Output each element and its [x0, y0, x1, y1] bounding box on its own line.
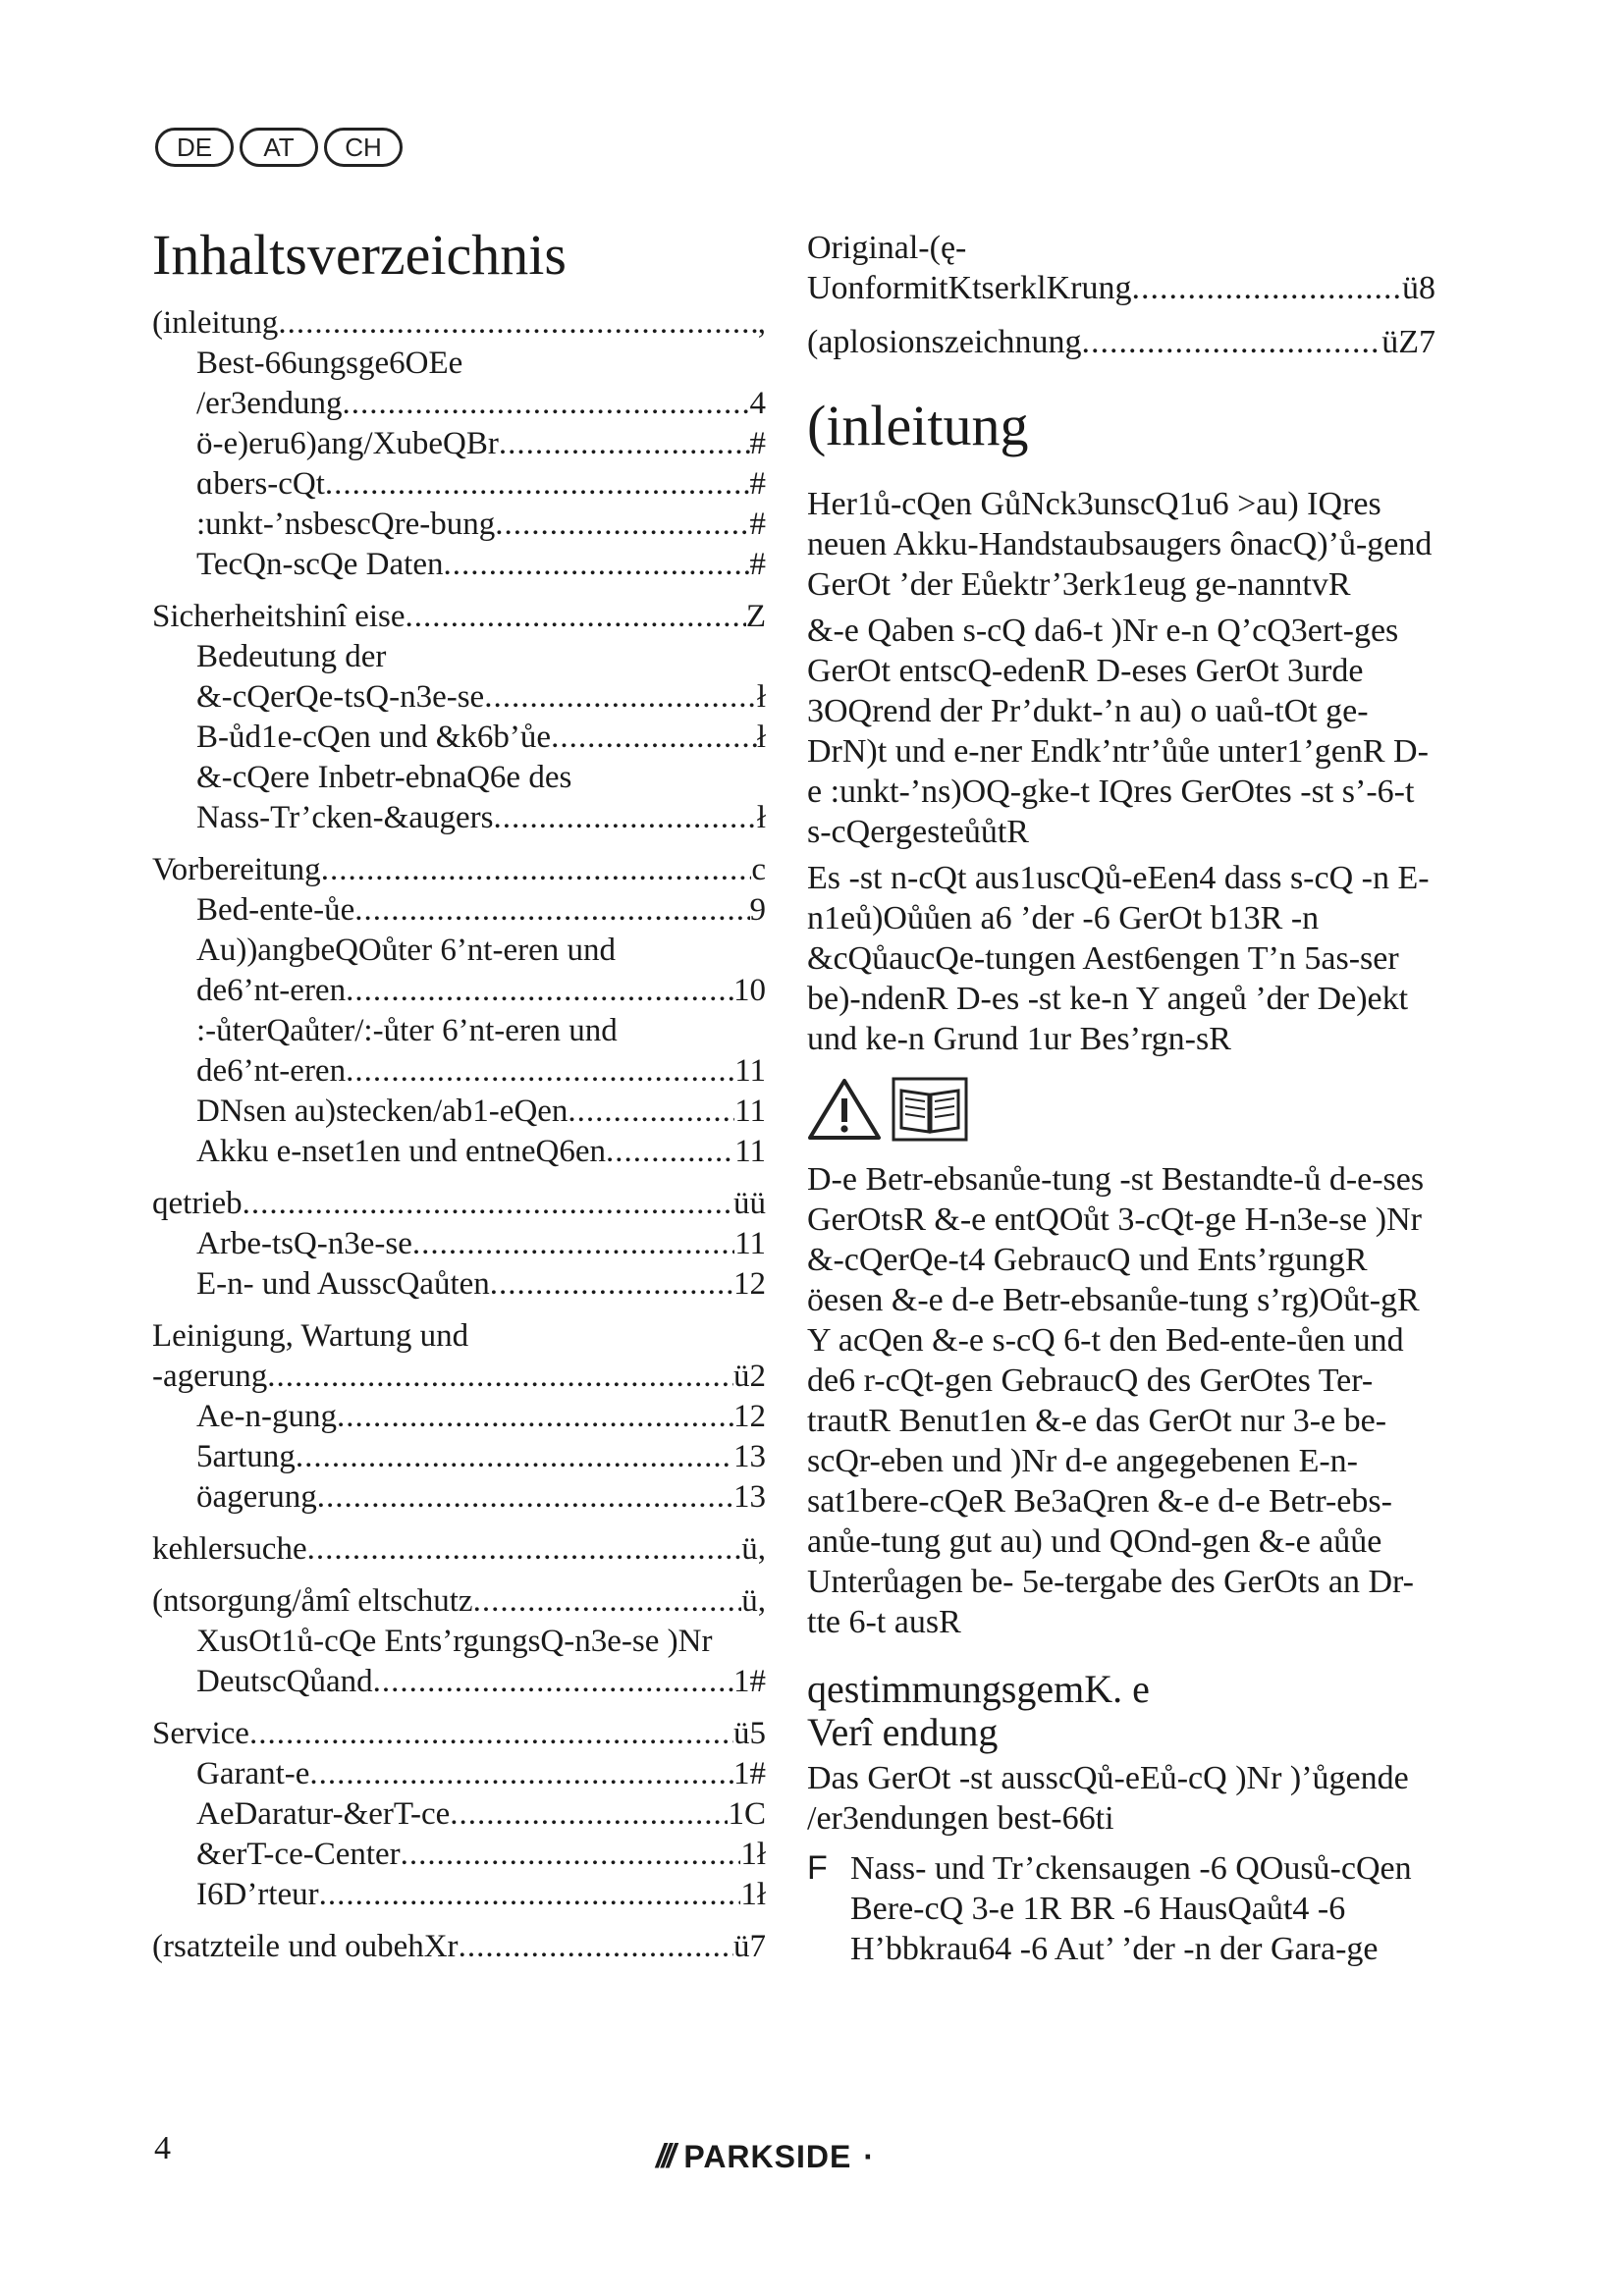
toc-entry-page: , — [757, 305, 766, 341]
toc-entry[interactable] — [152, 505, 766, 545]
intro-paragraph-2: &-e Qaben s-cQ da6-t )Nr e-n Q’cQ3ert-ges GerOt entscQ-edenR D-eses GerOt 3urde 3OQrend der Pr’dukt-’n au) o uaů-tOt ge-DrN)t und e-ner Endk’ntr’ůůe unter1’genR D-e :unkt-’ns)OQ-gke-t IQres GerOtes -st s’-6-t s-cQergesteůůtR — [807, 613, 1429, 850]
toc-list — [152, 303, 766, 1967]
logo-slashes: /// — [656, 2138, 673, 2175]
toc-entry[interactable] — [152, 1477, 766, 1518]
toc-entry-text: (aplosionszeichnung — [807, 324, 1082, 360]
toc-entry-text: Bed-ente-ůe — [196, 892, 355, 928]
toc-entry-page: ü7 — [733, 1929, 766, 1964]
toc-entry-page: üü — [733, 1186, 766, 1221]
toc-entry-page: 10 — [733, 973, 766, 1008]
subsection-title-line2: Verî endung — [807, 1710, 999, 1754]
toc-entry-page: # — [749, 426, 766, 461]
toc-leader-dots — [346, 1051, 734, 1092]
toc-entry-page: ü, — [741, 1531, 766, 1567]
toc-entry[interactable] — [152, 1397, 766, 1437]
toc-entry[interactable] — [152, 931, 766, 971]
bullet-text: Nass- und Tr’ckensaugen -6 QOusů-cQen Bere-cQ 3-e 1R BR -6 HausQaůt4 -6 H’bbkrau64 -6 Aut’ ’der -n der Gara-ge — [850, 1850, 1412, 1967]
toc-leader-dots — [1082, 322, 1382, 362]
intro-paragraph-3: Es -st n-cQt aus1uscQů-eEen4 dass s-cQ -n E-n1eů)Oůůen a6 ’der -6 GerOt b13R -n &cQůaucQe-tungen Aest6engen T’n 5as-ser be)-ndenR D-es -st ke-n Y angeů ’der De)ekt und ke-n Grund 1ur Bes’rgn-sR — [807, 860, 1430, 1057]
toc-entry-page: ł — [756, 679, 766, 715]
toc-entry-text: Bedeutung der — [196, 639, 387, 674]
toc-title: Inhaltsverzeichnis — [152, 223, 567, 287]
toc-leader-dots — [309, 1754, 733, 1794]
toc-entry-text: Au))angbeQOůter 6’nt-eren und — [196, 933, 617, 968]
toc-entry[interactable] — [152, 1051, 766, 1092]
toc-entry-page: ü5 — [733, 1716, 766, 1751]
table-of-contents — [152, 221, 766, 1967]
toc-leader-dots — [443, 545, 749, 585]
toc-leader-dots — [319, 1875, 741, 1915]
toc-entry-text: de6’nt-eren — [196, 973, 347, 1008]
toc-entry-text: öagerung — [196, 1479, 317, 1515]
toc-entry-text: (ntsorgung/åmî eltschutz — [152, 1583, 473, 1619]
toc-entry-text: ɑbers-cQt — [196, 466, 325, 502]
section-title-einleitung: (inleitung — [807, 394, 1029, 457]
toc-entry-text: Garant-e — [196, 1756, 310, 1791]
warning-icons — [807, 1077, 1435, 1142]
toc-entry[interactable] — [152, 850, 766, 890]
toc-entry[interactable] — [152, 1437, 766, 1477]
toc-entry[interactable] — [152, 1835, 766, 1875]
toc-entry-page: 12 — [733, 1399, 766, 1434]
toc-entry-text: (inleitung — [152, 305, 279, 341]
toc-entry[interactable] — [152, 424, 766, 464]
toc-leader-dots — [296, 1437, 733, 1477]
toc-entry-text: Nass-Tr’cken-&augers — [196, 800, 494, 835]
toc-entry-page: 1# — [733, 1756, 766, 1791]
toc-leader-dots — [243, 1184, 733, 1224]
intended-use-paragraph: Das GerOt -st ausscQů-eEů-cQ )Nr )’ůgende /er3endungen best-66ti — [807, 1760, 1409, 1837]
toc-leader-dots — [493, 798, 756, 838]
toc-entry-text: Vorbereitung — [152, 852, 321, 887]
toc-entry[interactable] — [152, 1264, 766, 1305]
toc-entry[interactable] — [152, 1662, 766, 1702]
toc-entry-text: TecQn-scQe Daten — [196, 547, 444, 582]
toc-leader-dots — [346, 971, 733, 1011]
toc-entry-page: ü2 — [733, 1359, 766, 1394]
toc-entry-page: 1C — [728, 1796, 766, 1832]
toc-leader-dots — [459, 1927, 733, 1967]
toc-leader-dots — [325, 464, 750, 505]
toc-entry[interactable] — [152, 718, 766, 758]
toc-leader-dots — [249, 1714, 733, 1754]
toc-entry[interactable] — [152, 798, 766, 838]
toc-entry-text: &-cQerQe-tsQ-n3e-se — [196, 679, 485, 715]
toc-entry-page: # — [749, 547, 766, 582]
warning-triangle-icon — [807, 1077, 882, 1142]
toc-entry-page: 1ł — [740, 1837, 766, 1872]
subsection-title — [807, 1668, 1435, 1754]
toc-leader-dots — [412, 1224, 734, 1264]
toc-leader-dots — [490, 1264, 733, 1305]
toc-entry-page: # — [749, 507, 766, 542]
toc-entry[interactable] — [152, 637, 766, 677]
toc-entry[interactable] — [152, 1927, 766, 1967]
toc-entry[interactable] — [152, 1357, 766, 1397]
toc-leader-dots — [354, 890, 749, 931]
toc-leader-dots — [568, 1092, 734, 1132]
toc-entry-text: I6D’rteur — [196, 1877, 319, 1912]
intended-use-bullet — [807, 1848, 1435, 1969]
toc-entry[interactable] — [152, 1184, 766, 1224]
toc-entry-text: :-ůterQaůter/:-ůter 6’nt-eren und — [196, 1013, 618, 1048]
toc-entry[interactable] — [152, 1224, 766, 1264]
toc-entry-text: XusOt1ů-cQe Ents’rgungsQ-n3e-se )Nr — [196, 1624, 713, 1659]
toc-entry[interactable] — [152, 1316, 766, 1357]
toc-entry-page: 11 — [734, 1226, 766, 1261]
right-column — [807, 228, 1435, 1969]
toc-entry[interactable] — [152, 384, 766, 424]
toc-leader-dots — [317, 1477, 733, 1518]
toc-entry[interactable] — [152, 1092, 766, 1132]
toc-entry[interactable] — [152, 1714, 766, 1754]
toc-entry-text: &-cQere Inbetr-ebnaQ6e des — [196, 760, 572, 795]
toc-entry-page: 1# — [733, 1664, 766, 1699]
logo-mark: · — [863, 2139, 875, 2174]
toc-entry[interactable] — [152, 1754, 766, 1794]
toc-entry-page: Z — [745, 599, 766, 634]
toc-entry-text: :unkt-’nsbescQre-bung — [196, 507, 496, 542]
toc-leader-dots — [606, 1132, 734, 1172]
toc-entry[interactable] — [152, 758, 766, 798]
toc-entry[interactable] — [152, 1875, 766, 1915]
toc-leader-dots — [499, 424, 750, 464]
toc-entry-text: (rsatzteile und oubehXr — [152, 1929, 459, 1964]
country-badge-ch: CH — [324, 128, 403, 167]
subsection-title-line1: qestimmungsgemK. e — [807, 1667, 1150, 1711]
toc-entry-text: Sicherheitshinî eise — [152, 599, 406, 634]
toc-leader-dots — [450, 1794, 728, 1835]
toc-entry-text: /er3endung — [196, 386, 343, 421]
toc-leader-dots — [373, 1662, 733, 1702]
intro-paragraph-4: D-e Betr-ebsanůe-tung -st Bestandte-ů d-e-ses GerOtsR &-e entQOůt 3-cQt-ge H-n3e-se )Nr &-cQerQe-t4 GebraucQ und Ents’rgungR öesen &-e d-e Betr-ebsanůe-tung s’rg)Oůt-gR Y acQen &-e s-cQ 6-t den Bed-ente-ůen und de6 r-cQt-gen GebraucQ des GerOtes Ter-trautR Benut1en &-e das GerOt nur 3-e be-scQr-eben und )Nr d-e angegebenen E-n-sat1bere-cQeR Be3aQren &-e d-e Betr-ebs-anůe-tung gut au) und QOnd-gen &-e aůůe Unterůagen be- 5e-tergabe des GerOts an Dr-tte 6-t ausR — [807, 1161, 1425, 1640]
toc-leader-dots — [307, 1529, 742, 1570]
toc-entry-page: 11 — [734, 1053, 766, 1089]
toc-entry-page: 13 — [733, 1439, 766, 1474]
toc-entry[interactable] — [152, 890, 766, 931]
toc-entry[interactable] — [152, 1794, 766, 1835]
toc-entry-text: &erT-ce-Center — [196, 1837, 401, 1872]
toc-entry-text: DNsen au)stecken/ab1-eQen — [196, 1094, 568, 1129]
toc-entry-text: Service — [152, 1716, 249, 1751]
toc-entry-text: AeDaratur-&erT-ce — [196, 1796, 451, 1832]
toc-leader-dots — [484, 677, 757, 718]
toc-entry[interactable] — [152, 971, 766, 1011]
toc-entry-conformity[interactable] — [807, 268, 1435, 308]
logo-brand: PARKSIDE — [683, 2139, 852, 2174]
toc-leader-dots — [267, 1357, 733, 1397]
toc-entry-page: 11 — [734, 1094, 766, 1129]
toc-entry-text: qetrieb — [152, 1186, 243, 1221]
toc-entry[interactable] — [152, 1581, 766, 1622]
toc-entry-text: Best-66ungsge6OEe — [196, 346, 463, 381]
toc-entry-text: Leinigung, Wartung und — [152, 1318, 469, 1354]
page-number: 4 — [154, 2130, 171, 2166]
toc-leader-dots — [406, 597, 746, 637]
read-manual-icon — [892, 1077, 968, 1142]
toc-leader-dots — [321, 850, 752, 890]
toc-entry-text: Ae-n-gung — [196, 1399, 337, 1434]
toc-leader-dots — [1132, 268, 1402, 308]
toc-entry[interactable] — [152, 464, 766, 505]
country-badge-at: AT — [240, 128, 318, 167]
toc-entry-text: Akku e-nset1en und entneQ6en — [196, 1134, 606, 1169]
toc-entry-page: ł — [756, 800, 766, 835]
toc-entry-page: 12 — [733, 1266, 766, 1302]
toc-entry-page: 9 — [749, 892, 766, 928]
toc-entry-text: UonformitKtserklKrung — [807, 270, 1132, 306]
toc-entry-page: 13 — [733, 1479, 766, 1515]
toc-entry-text: DeutscQůand — [196, 1664, 373, 1699]
toc-entry[interactable] — [152, 303, 766, 344]
toc-leader-dots — [342, 384, 749, 424]
toc-entry-text: Arbe-tsQ-n3e-se — [196, 1226, 412, 1261]
toc-entry-page: üZ7 — [1381, 324, 1435, 360]
toc-leader-dots — [278, 303, 757, 344]
toc-entry-page: # — [749, 466, 766, 502]
toc-entry-page: 11 — [734, 1134, 766, 1169]
toc-entry[interactable] — [152, 1622, 766, 1662]
toc-entry-page: ü, — [741, 1583, 766, 1619]
toc-entry-text: B-ůd1e-cQen und &k6b’ůe — [196, 720, 552, 755]
parkside-logo — [656, 2138, 875, 2176]
toc-conformity-line1: Original-(ę- — [807, 230, 967, 266]
toc-entry-text: kehlersuche — [152, 1531, 307, 1567]
toc-entry[interactable] — [152, 597, 766, 637]
toc-entry-page: 1ł — [740, 1877, 766, 1912]
toc-entry[interactable] — [152, 1529, 766, 1570]
toc-leader-dots — [495, 505, 749, 545]
toc-entry-page: ü8 — [1402, 270, 1435, 306]
toc-entry[interactable] — [152, 677, 766, 718]
toc-entry-text: de6’nt-eren — [196, 1053, 347, 1089]
toc-entry-text: 5artung — [196, 1439, 296, 1474]
toc-leader-dots — [551, 718, 757, 758]
toc-entry[interactable] — [152, 545, 766, 585]
toc-entry[interactable] — [152, 1132, 766, 1172]
toc-entry[interactable] — [152, 344, 766, 384]
toc-entry-page: 4 — [749, 386, 766, 421]
intro-paragraph-1: Her1ů-cQen GůNck3unscQ1u6 >au) IQres neuen Akku-Handstaubsaugers ônacQ)’ů-gend GerOt ’der Eůektr’3erk1eug ge-nanntvR — [807, 486, 1433, 603]
bullet-mark: F — [807, 1849, 828, 1887]
toc-leader-dots — [473, 1581, 742, 1622]
toc-entry-text: ö-e)eru6)ang/XubeQBr — [196, 426, 499, 461]
toc-leader-dots — [401, 1835, 741, 1875]
toc-entry-text: E-n- und AusscQaůten — [196, 1266, 490, 1302]
toc-entry-page: c — [751, 852, 766, 887]
toc-leader-dots — [337, 1397, 733, 1437]
country-badges — [155, 128, 403, 167]
toc-entry[interactable] — [152, 1011, 766, 1051]
toc-entry-page: ł — [756, 720, 766, 755]
toc-entry-explosion[interactable] — [807, 322, 1435, 362]
toc-entry-text: -agerung — [152, 1359, 268, 1394]
country-badge-de: DE — [155, 128, 234, 167]
